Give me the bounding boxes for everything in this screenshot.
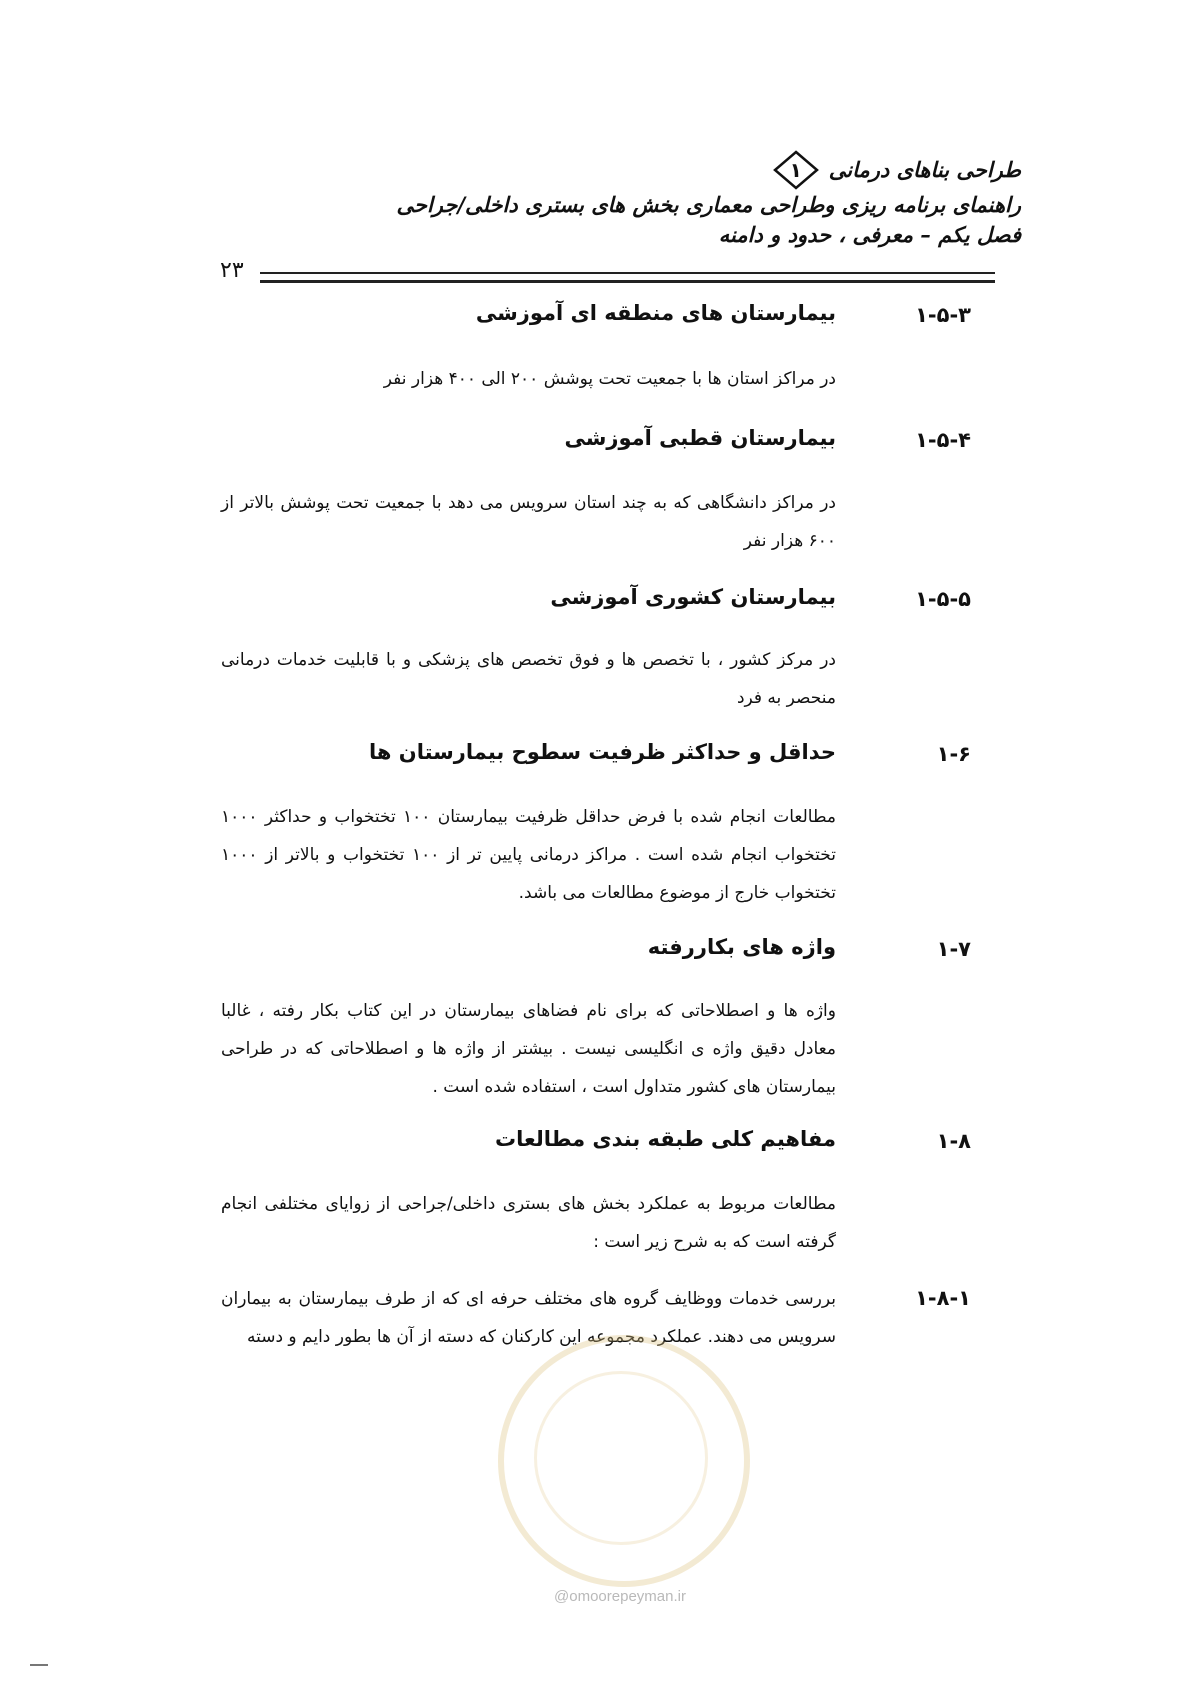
- section-number: ۱-۷: [936, 937, 971, 961]
- header-rule: [260, 272, 995, 283]
- scan-mark: [30, 1664, 48, 1666]
- section-number: ۱-۵-۵: [915, 587, 971, 611]
- page-number: ۲۳: [220, 258, 244, 283]
- section-number: ۱-۸: [936, 1129, 971, 1153]
- header-line-1: [201, 150, 1021, 190]
- watermark-seal: [498, 1335, 750, 1587]
- section-title: مفاهیم کلی طبقه بندی مطالعات: [495, 1127, 836, 1151]
- section-paragraph: مطالعات انجام شده با فرض حداقل ظرفیت بیمارستان ۱۰۰ تختخواب و حداکثر ۱۰۰۰ تختخواب انجام شده است . مراکز درمانی پایین تر از ۱۰۰ تختخواب و بالاتر از ۱۰۰۰ تختخواب خارج از موضوع مطالعات می باشد.: [221, 807, 836, 903]
- volume-number: ۱: [789, 158, 802, 182]
- volume-badge: [773, 150, 819, 190]
- subsection-number: ۱-۸-۱: [915, 1286, 971, 1310]
- section-title: حداقل و حداکثر ظرفیت سطوح بیمارستان ها: [369, 740, 836, 764]
- section-paragraph: مطالعات مربوط به عملکرد بخش های بستری داخلی/جراحی از زوایای مختلفی انجام گرفته است که به شرح زیر است :: [221, 1194, 836, 1252]
- header-series-title: طراحی بناهای درمانی: [828, 157, 1021, 182]
- section-title: بیمارستان قطبی آموزشی: [564, 426, 836, 450]
- running-header: [201, 150, 1021, 250]
- section-title: بیمارستان های منطقه ای آموزشی: [475, 301, 836, 325]
- section-paragraph: واژه ها و اصطلاحاتی که برای نام فضاهای بیمارستان در این کتاب بکار رفته ، غالبا معادل دقیق واژه ی انگلیسی نیست . بیشتر از واژه ها و اصطلاحاتی که در طراحی بیمارستان های کشور متداول است ، استفاده شده است .: [221, 1001, 836, 1097]
- section-number: ۱-۵-۳: [915, 303, 971, 327]
- subsection-paragraph: بررسی خدمات ووظایف گروه های مختلف حرفه ای که از طرف بیمارستان به بیماران سرویس می دهند. عملکرد مجموعه این کارکنان که دسته از آن ها بطور دایم و دسته: [221, 1289, 836, 1347]
- section-title: واژه های بکاررفته: [647, 935, 836, 959]
- section-number: ۱-۵-۴: [915, 428, 971, 452]
- section-paragraph: در مرکز کشور ، با تخصص ها و فوق تخصص های پزشکی و با قابلیت خدمات درمانی منحصر به فرد: [221, 650, 836, 708]
- header-line-2: راهنمای برنامه ریزی وطراحی معماری بخش های بستری داخلی/جراحی: [396, 192, 1021, 217]
- header-line-3: فصل یکم – معرفی ، حدود و دامنه: [718, 222, 1021, 247]
- section-number: ۱-۶: [936, 742, 971, 766]
- section-paragraph: در مراکز دانشگاهی که به چند استان سرویس می دهد با جمعیت تحت پوشش بالاتر از ۶۰۰ هزار نفر: [221, 493, 836, 551]
- section-paragraph: در مراکز استان ها با جمعیت تحت پوشش ۲۰۰ الی ۴۰۰ هزار نفر: [383, 369, 836, 389]
- watermark-text: @omoorepeyman.ir: [554, 1588, 686, 1605]
- section-title: بیمارستان کشوری آموزشی: [550, 585, 836, 609]
